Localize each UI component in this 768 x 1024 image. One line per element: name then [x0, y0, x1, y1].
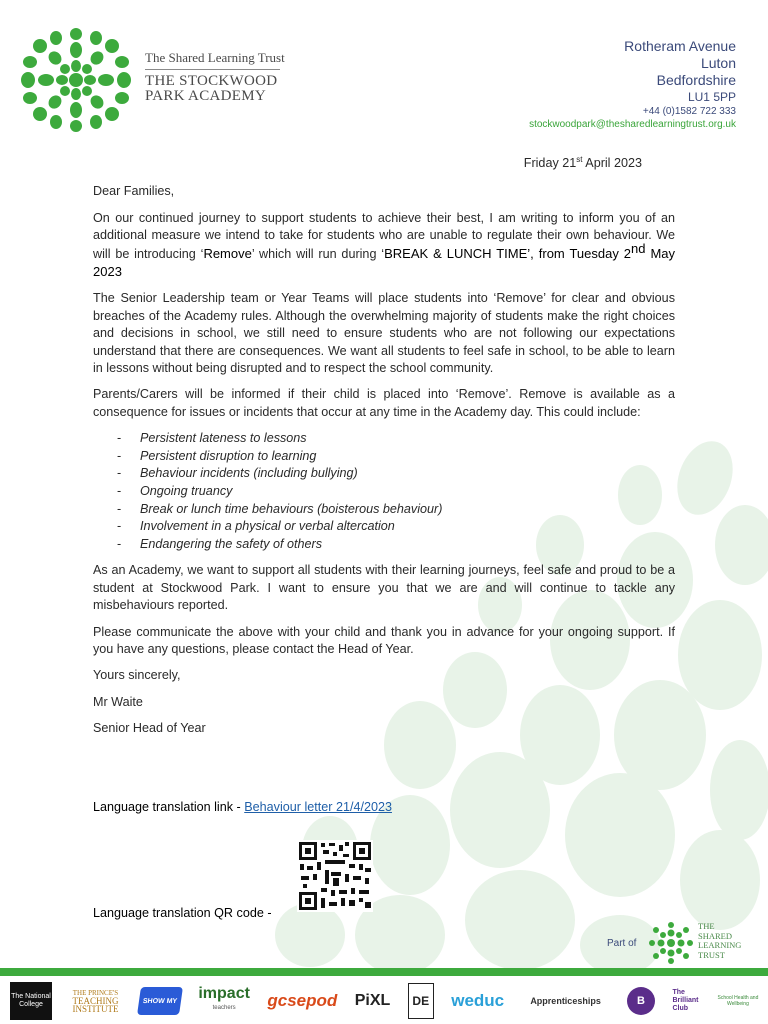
address-line: Rotheram Avenue — [624, 38, 736, 54]
list-item — [117, 430, 675, 448]
impact-teachers-logo — [198, 987, 250, 1015]
logo-text: INSTITUTE — [72, 1004, 119, 1014]
logo-text: teachers — [212, 1005, 236, 1011]
paragraph-text: On our continued journey to support students to achieve their best, I am writing to inform you of an additional measure we intend to take for students who are unable to regulate their own behaviour. We will be introducing ‘ — [93, 210, 675, 261]
trust-name: The Shared Learning Trust — [145, 50, 285, 65]
logo-text: THE PRINCE'S — [72, 989, 119, 997]
logo-text: impact — [198, 985, 250, 1002]
date-month-year: April 2023 — [582, 156, 642, 170]
address-line: Luton — [700, 55, 736, 71]
list-item-text: Ongoing truancy — [140, 484, 233, 499]
list-item-text: Break or lunch time behaviours (boisterous behaviour) — [140, 501, 443, 516]
email-address: stockwoodpark@thesharedlearningtrust.org.uk — [529, 119, 736, 130]
school-name-line1: THE STOCKWOOD — [145, 73, 278, 89]
bullet-dash: - — [117, 466, 122, 481]
list-item — [117, 483, 675, 501]
translation-label: Language translation link - — [93, 800, 245, 814]
break-lunch-term: BREAK & LUNCH TIME’, from Tuesday 2 — [384, 245, 632, 261]
list-item — [117, 501, 675, 519]
list-item-text: Involvement in a physical or verbal altercation — [140, 519, 395, 534]
trust-logo-line: LEARNING — [698, 940, 742, 950]
sign-off: Yours sincerely, — [93, 668, 181, 683]
paragraph-communicate: Please communicate the above with your child and thank you in advance for your ongoing support. If you have any questions, please contact the Head of Year. — [93, 624, 675, 657]
footer-green-bar — [0, 968, 768, 976]
duke-of-edinburgh-logo: DE — [408, 983, 434, 1019]
date-suffix: nd — [631, 240, 646, 256]
signatory-name: Mr Waite — [93, 694, 143, 709]
partner-logos — [10, 981, 760, 1021]
bullet-dash: - — [117, 519, 122, 534]
letter-body — [93, 155, 675, 747]
national-college-logo: The National College — [10, 982, 52, 1020]
bullet-dash: - — [117, 431, 122, 446]
translation-qr-code[interactable] — [297, 840, 373, 912]
list-item-text: Persistent disruption to learning — [140, 448, 317, 463]
list-item — [117, 465, 675, 483]
weduc-logo: weduc — [451, 991, 505, 1010]
list-item — [117, 536, 675, 554]
list-item — [117, 518, 675, 536]
paragraph-intro — [93, 210, 675, 282]
trust-logo-line: SHARED — [698, 930, 733, 941]
trust-logo-text — [698, 922, 741, 960]
princes-teaching-institute-logo — [69, 989, 121, 1013]
address-line: Bedfordshire — [656, 72, 736, 88]
list-item-text: Behaviour incidents (including bullying) — [140, 466, 358, 481]
start-date: May 2023 — [93, 245, 676, 280]
bullet-dash: - — [117, 536, 122, 551]
brilliant-club-logo: The Brilliant Club — [672, 989, 699, 1012]
date-text: Friday 21 — [523, 156, 577, 170]
phone-number: +44 (0)1582 722 333 — [642, 106, 736, 117]
letter-date — [93, 155, 675, 172]
trust-logo-line: TRUST — [698, 949, 725, 960]
school-address — [529, 38, 736, 131]
school-name — [145, 74, 277, 104]
behaviour-list — [93, 430, 675, 553]
part-of-label: Part of — [607, 938, 637, 949]
list-item-text: Persistent lateness to lessons — [140, 431, 307, 446]
paragraph-parents: Parents/Carers will be informed if their child is placed into ‘Remove’. Remove is available as a consequence for issues or incidents that occur at any time in the Academy day. This could include: — [93, 387, 675, 419]
paragraph-text: ’ which will run during ‘ — [251, 246, 385, 261]
postcode: LU1 5PP — [687, 90, 736, 104]
school-logo — [20, 28, 132, 132]
translation-link-line — [93, 800, 392, 814]
date-suffix: st — [576, 154, 583, 164]
bullet-dash: - — [117, 448, 122, 463]
list-item — [117, 448, 675, 466]
trust-logo — [648, 922, 694, 964]
school-health-logo: School Health and Wellbeing — [717, 995, 759, 1007]
logo-divider — [145, 69, 280, 70]
apprenticeships-logo: Apprenticeships — [530, 996, 601, 1006]
greeting: Dear Families, — [93, 184, 175, 199]
translation-link[interactable]: Behaviour letter 21/4/2023 — [244, 800, 392, 814]
pixl-logo: PiXL — [354, 992, 391, 1009]
show-my-homework-logo: SHOW MY — [137, 987, 183, 1015]
bullet-dash: - — [117, 484, 122, 499]
logo-text: TEACHING — [72, 996, 119, 1006]
qr-code-label: Language translation QR code - — [93, 906, 272, 920]
signatory-role: Senior Head of Year — [93, 721, 206, 736]
gcsepod-logo: gcsepod — [267, 991, 338, 1010]
trust-logo-line: THE — [698, 921, 715, 931]
school-name-line2: PARK ACADEMY — [145, 88, 266, 104]
brilliant-club-badge: B — [627, 987, 655, 1015]
list-item-text: Endangering the safety of others — [140, 536, 323, 551]
paragraph-leadership: The Senior Leadership team or Year Teams will place students into ‘Remove’ for clear and obvious breaches of the Academy rules. Although the overwhelming majority of students make the right choices and decisions in school, we still need to ensure students who are not following our expectations understand that there are consequences. We want all students to feel safe in school, to be able to learn in lessons without being disrupted and to respect the school community. — [93, 291, 675, 376]
bullet-dash: - — [117, 501, 122, 516]
paragraph-support: As an Academy, we want to support all students with their learning journeys, feel safe and proud to be a student at Stockwood Park. I want to ensure you that we are and will continue to tackle any misbehaviours reported. — [93, 563, 675, 613]
remove-term: Remove — [203, 245, 252, 261]
